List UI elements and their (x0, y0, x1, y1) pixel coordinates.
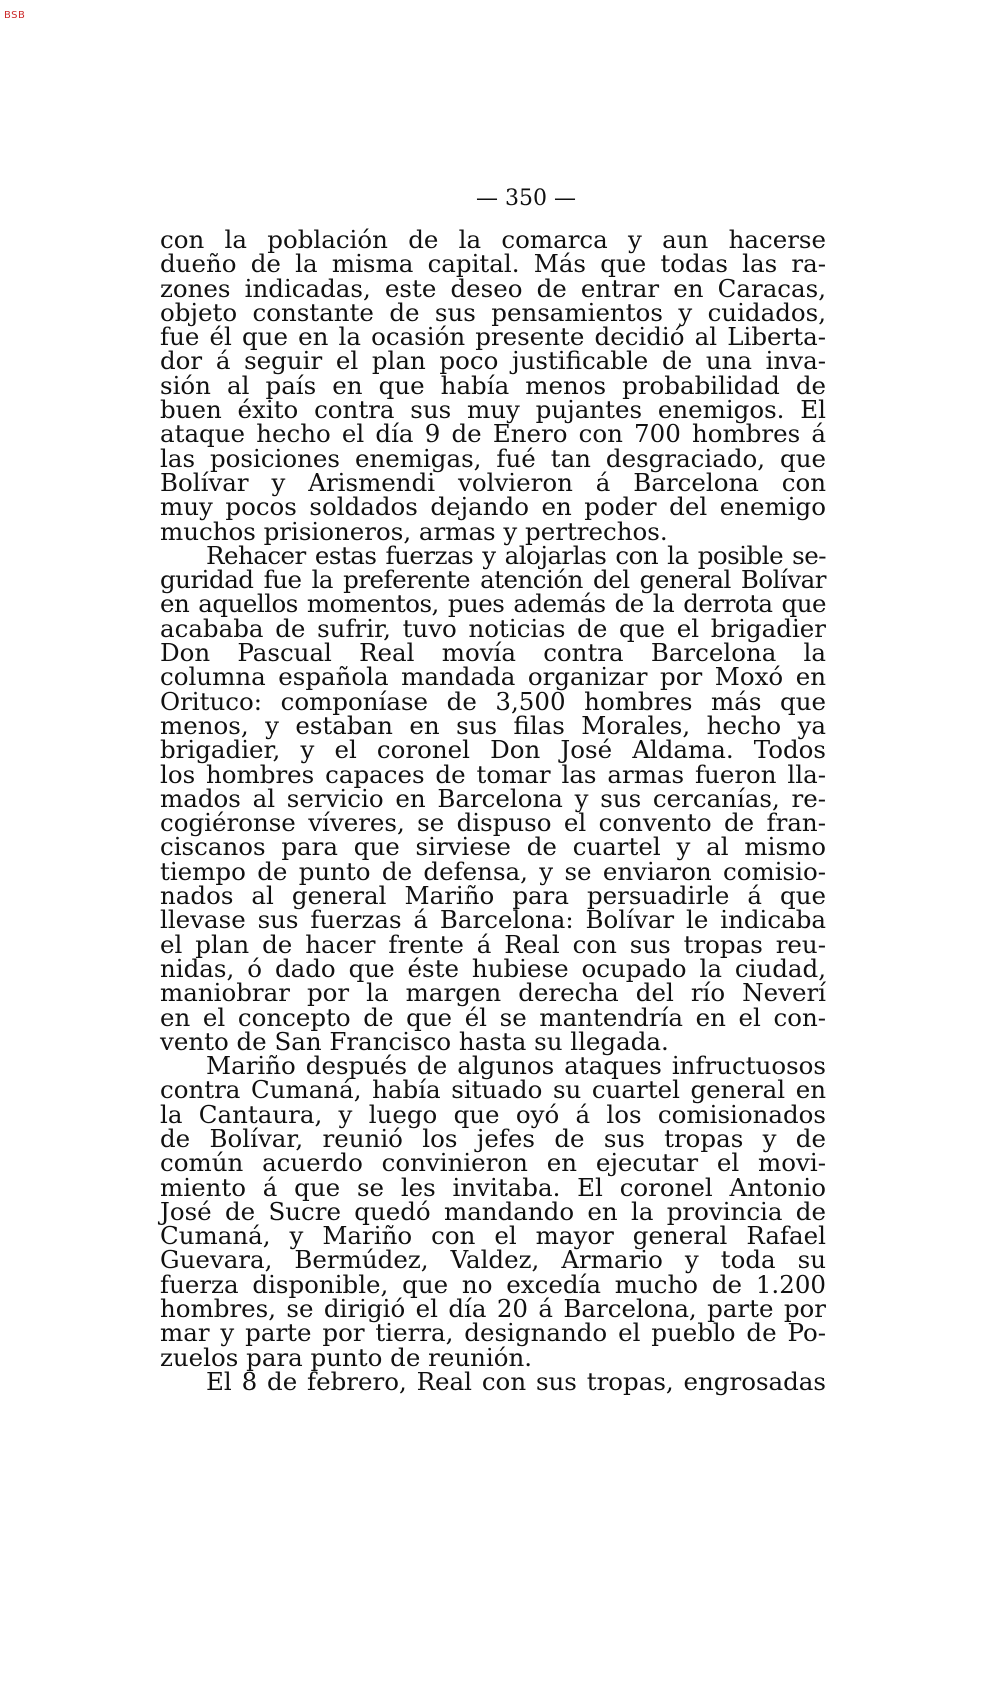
body-text (160, 225, 826, 1396)
text-line: vento de San Francisco hasta su llegada. (160, 1026, 669, 1056)
text-line: en aquellos momentos, pues además de la derrota que (160, 589, 826, 619)
text-line: en el concepto de que él se mantendría en el con- (160, 1002, 826, 1032)
text-line: buen éxito contra sus muy pujantes enemigos. El (160, 395, 826, 425)
library-stamp: BSB (4, 10, 26, 21)
text-line: contra Cumaná, había situado su cuartel general en (160, 1075, 826, 1105)
text-line: Bolívar y Arismendi volvieron á Barcelona con (160, 467, 826, 497)
text-line: común acuerdo convinieron en ejecutar el movi- (160, 1148, 826, 1178)
text-line: guridad fue la preferente atención del general Bolívar (160, 565, 826, 595)
text-line: muchos prisioneros, armas y pertrechos. (160, 516, 668, 546)
text-line: columna española mandada organizar por Moxó en (160, 662, 826, 692)
text-line: Don Pascual Real movía contra Barcelona la (160, 638, 826, 668)
page-number: — 350 — (476, 186, 576, 211)
text-line: nidas, ó dado que éste hubiese ocupado la ciudad, (160, 953, 826, 983)
text-line: fuerza disponible, que no excedía mucho de 1.200 (160, 1269, 826, 1299)
text-line: cogiéronse víveres, se dispuso el convento de fran- (160, 808, 826, 838)
text-line: la Cantaura, y luego que oyó á los comisionados (160, 1099, 826, 1129)
text-line: tiempo de punto de defensa, y se enviaron comisio- (160, 856, 826, 886)
text-line: objeto constante de sus pensamientos y cuidados, (160, 297, 826, 327)
text-line: nados al general Mariño para persuadirle á que (160, 881, 826, 911)
text-line: menos, y estaban en sus filas Morales, hecho ya (160, 710, 826, 740)
text-line: Rehacer estas fuerzas y alojarlas con la posible se- (206, 540, 826, 570)
text-line: las posiciones enemigas, fué tan desgraciado, que (160, 443, 826, 473)
text-line: acababa de sufrir, tuvo noticias de que el brigadier (160, 613, 826, 643)
text-line: Orituco: componíase de 3,500 hombres más que (160, 686, 826, 716)
text-line: ataque hecho el día 9 de Enero con 700 hombres á (160, 419, 826, 449)
text-line: Mariño después de algunos ataques infructuosos (206, 1051, 826, 1081)
text-line: mados al servicio en Barcelona y sus cercanías, re- (160, 783, 826, 813)
text-line: brigadier, y el coronel Don José Aldama. Todos (160, 735, 826, 765)
text-line: Cumaná, y Mariño con el mayor general Rafael (160, 1221, 826, 1251)
text-line: sión al país en que había menos probabilidad de (160, 370, 826, 400)
text-line: con la población de la comarca y aun hacerse (160, 225, 826, 254)
text-line: de Bolívar, reunió los jefes de sus tropas y de (160, 1123, 826, 1153)
text-line: llevase sus fuerzas á Barcelona: Bolívar le indicaba (160, 905, 826, 935)
text-line: ciscanos para que sirviese de cuartel y al mismo (160, 832, 826, 862)
text-line: El 8 de febrero, Real con sus tropas, engrosadas (206, 1366, 826, 1396)
text-line: mar y parte por tierra, designando el pueblo de Po- (160, 1318, 826, 1348)
text-line: miento á que se les invitaba. El coronel Antonio (160, 1172, 826, 1202)
text-line: dor á seguir el plan poco justificable de una inva- (160, 346, 826, 376)
text-line: hombres, se dirigió el día 20 á Barcelona, parte por (160, 1294, 826, 1324)
text-line: dueño de la misma capital. Más que todas las ra- (160, 249, 826, 279)
text-line: muy pocos soldados dejando en poder del enemigo (160, 492, 826, 522)
text-line: zuelos para punto de reunión. (160, 1342, 533, 1372)
text-line: fue él que en la ocasión presente decidió al Liberta- (160, 322, 826, 352)
text-line: maniobrar por la margen derecha del río Neverí (160, 978, 826, 1008)
text-line: zones indicadas, este deseo de entrar en Caracas, (160, 273, 826, 303)
text-line: el plan de hacer frente á Real con sus tropas reu- (160, 929, 826, 959)
text-line: Guevara, Bermúdez, Valdez, Armario y toda su (160, 1245, 826, 1275)
text-line: José de Sucre quedó mandando en la provincia de (160, 1196, 826, 1226)
text-line: los hombres capaces de tomar las armas fueron lla- (160, 759, 826, 789)
